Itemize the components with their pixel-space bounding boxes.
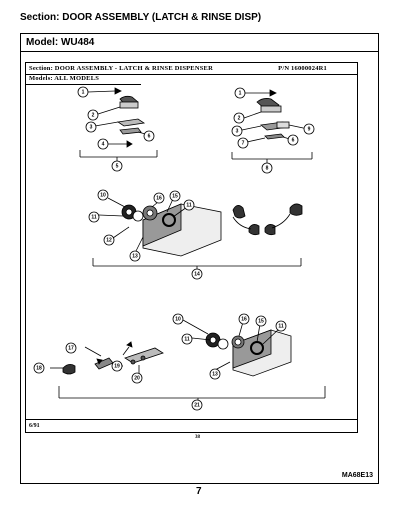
callout-number: 15 [258,318,264,325]
callout-number: 10 [100,192,106,199]
callout-number: 6 [147,133,151,140]
callout-number: 11 [91,214,97,221]
callout-11 [182,334,192,344]
callout-number: 15 [172,193,178,200]
callout-12 [104,235,114,245]
callout-14 [192,269,202,279]
exploded-parts-drawing [25,62,358,433]
callout-number: 12 [106,237,112,244]
callout-2 [234,113,244,123]
callout-number: 16 [156,195,162,202]
callout-9 [304,124,314,134]
callout-number: 11 [186,202,192,209]
callout-number: 3 [89,124,93,131]
callout-18 [34,363,44,373]
callout-number: 6 [291,137,295,144]
callout-number: 8 [265,165,269,172]
callout-4 [98,139,108,149]
callout-number: 2 [91,112,95,119]
callout-number: 7 [241,140,245,147]
callout-20 [132,373,142,383]
callout-number: 20 [134,375,140,382]
callout-number: 14 [194,271,200,278]
rinse-dispenser-assembly-top [93,198,302,271]
section-title: Section: DOOR ASSEMBLY (LATCH & RINSE DISP) [20,12,262,23]
part-number: P/N 16000024R1 [278,65,327,72]
callout-2 [88,110,98,120]
callout-13 [210,369,220,379]
callout-number: 4 [101,141,105,148]
callout-16 [239,314,249,324]
callout-number: 5 [115,163,119,170]
callout-8 [262,163,272,173]
callout-number: 21 [194,402,200,409]
callout-7 [238,138,248,148]
callout-11 [276,321,286,331]
model-bar [21,34,378,52]
callout-number: 9 [307,126,311,133]
callout-17 [66,343,76,353]
callout-15 [170,191,180,201]
model-label: Model: WU484 [26,37,95,48]
callout-number: 1 [81,89,85,96]
callout-6 [288,135,298,145]
callout-number: 3 [235,128,239,135]
revision-date: 6/91 [29,423,40,429]
callout-number: 2 [237,115,241,122]
page-code: 38 [195,435,200,440]
callout-number: 1 [238,90,242,97]
callout-13 [130,251,140,261]
callout-number: 13 [212,371,218,378]
diagram-section-line: Section: DOOR ASSEMBLY - LATCH & RINSE DISPENSER [29,65,213,72]
callout-number: 19 [114,363,120,370]
callout-3 [232,126,242,136]
callout-11 [89,212,99,222]
callout-number: 17 [68,345,74,352]
callout-15 [256,316,266,326]
callout-number: 11 [184,336,190,343]
callout-16 [154,193,164,203]
callout-10 [98,190,108,200]
rinse-dispenser-assembly-bottom [50,320,325,402]
callout-number: 11 [278,323,284,330]
callout-6 [144,131,154,141]
callout-number: 13 [132,253,138,260]
callout-number: 16 [241,316,247,323]
callout-19 [112,361,122,371]
callout-5 [112,161,122,171]
callout-3 [86,122,96,132]
document-code: MA68E13 [341,472,373,479]
callout-21 [192,400,202,410]
callout-10 [173,314,183,324]
callout-1 [235,88,245,98]
callout-11 [184,200,194,210]
models-line: Models: ALL MODELS [29,75,100,82]
page-number: 7 [196,486,202,497]
latch-assembly-right [232,90,312,164]
callout-number: 18 [36,365,42,372]
callout-number: 10 [175,316,181,323]
callout-1 [78,87,88,97]
